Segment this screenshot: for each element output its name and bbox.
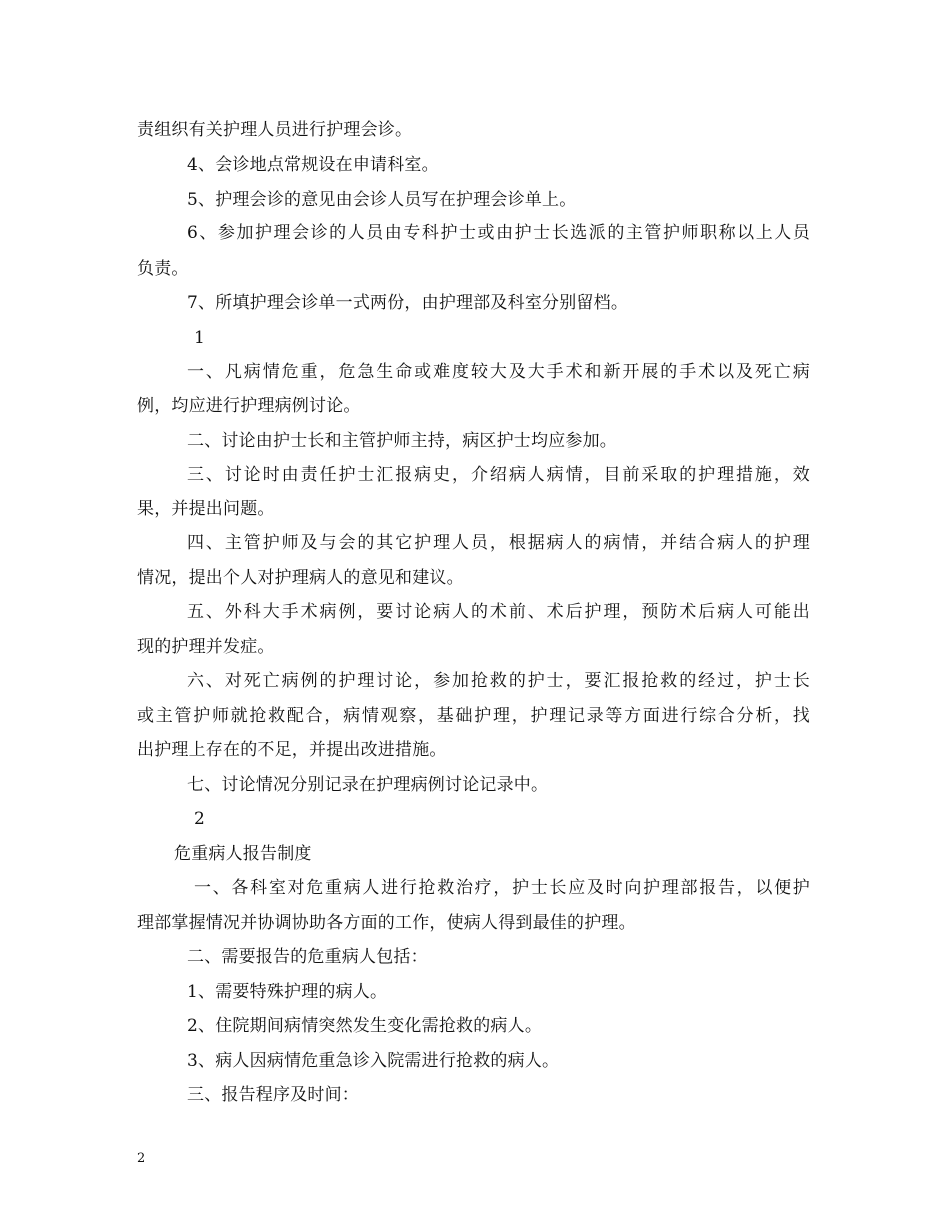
page-number: 2 — [137, 1151, 146, 1166]
section-heading: 危重病人报告制度 — [174, 844, 312, 864]
text-line: 5、护理会诊的意见由会诊人员写在护理会诊单上。 — [187, 190, 577, 210]
text-line: 三、报告程序及时间： — [187, 1085, 359, 1105]
text-line: 二、讨论由护士长和主管护师主持，病区护士均应参加。 — [187, 431, 617, 451]
text-line: 出护理上存在的不足，并提出改进措施。 — [137, 740, 447, 760]
text-line: 五、外科大手术病例，要讨论病人的术前、术后护理，预防术后病人可能出 — [187, 602, 810, 622]
text-line: 1、需要特殊护理的病人。 — [187, 982, 388, 1002]
text-line: 理部掌握情况并协调协助各方面的工作，使病人得到最佳的护理。 — [137, 913, 636, 933]
text-line: 三、讨论时由责任护士汇报病史，介绍病人病情，目前采取的护理措施，效 — [187, 465, 810, 485]
text-line: 一、凡病情危重，危急生命或难度较大及大手术和新开展的手术以及死亡病 — [187, 362, 810, 382]
text-line: 果，并提出问题。 — [137, 499, 275, 519]
text-line: 一、各科室对危重病人进行抢救治疗，护士长应及时向护理部报告，以便护 — [194, 878, 810, 898]
text-line: 例，均应进行护理病例讨论。 — [137, 396, 361, 416]
text-line: 3、病人因病情危重急诊入院需进行抢救的病人。 — [187, 1051, 560, 1071]
text-line: 7、所填护理会诊单一式两份，由护理部及科室分别留档。 — [187, 293, 629, 313]
section-number: 1 — [194, 328, 206, 348]
text-line: 六、对死亡病例的护理讨论，参加抢救的护士，要汇报抢救的经过，护士长 — [187, 671, 810, 691]
text-line: 6、参加护理会诊的人员由专科护士或由护士长选派的主管护师职称以上人员 — [187, 223, 810, 243]
text-line: 情况，提出个人对护理病人的意见和建议。 — [137, 568, 464, 588]
text-line: 二、需要报告的危重病人包括： — [187, 947, 428, 967]
text-line: 四、主管护师及与会的其它护理人员，根据病人的病情，并结合病人的护理 — [187, 533, 810, 553]
text-line: 负责。 — [137, 259, 189, 279]
text-line: 4、会诊地点常规设在申请科室。 — [187, 155, 439, 175]
text-line: 现的护理并发症。 — [137, 637, 275, 657]
text-line: 或主管护师就抢救配合，病情观察，基础护理，护理记录等方面进行综合分析，找 — [137, 706, 810, 726]
text-line: 责组织有关护理人员进行护理会诊。 — [137, 120, 413, 140]
text-line: 七、讨论情况分别记录在护理病例讨论记录中。 — [187, 775, 549, 795]
text-line: 2、住院期间病情突然发生变化需抢救的病人。 — [187, 1016, 543, 1036]
section-number: 2 — [194, 809, 206, 829]
